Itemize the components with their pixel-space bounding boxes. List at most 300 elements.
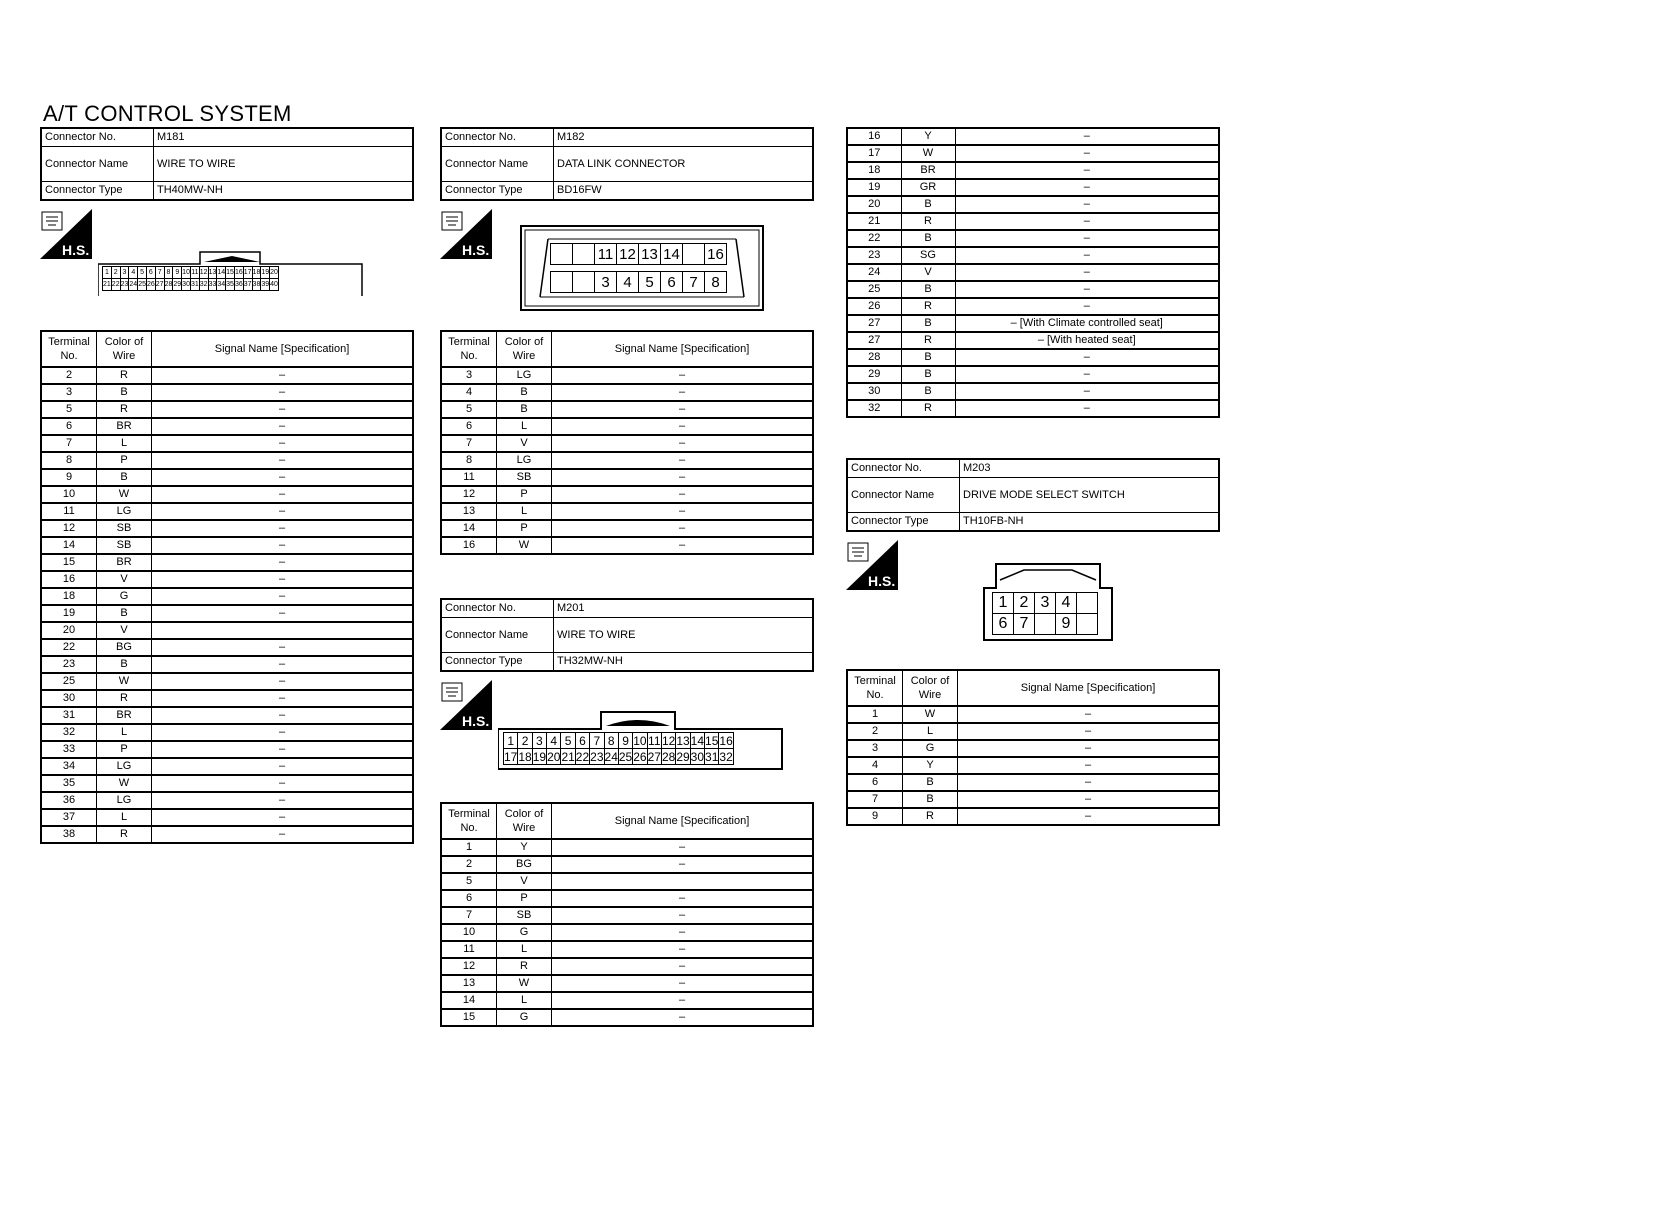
signal-name-cell: – [958,791,1220,808]
terminal-no-cell: 25 [847,281,901,298]
terminal-no-cell: 14 [41,537,97,554]
connector-type-value: TH40MW-NH [154,182,414,201]
connector-no-value: M182 [554,128,814,147]
table-row [847,706,1219,723]
terminal-no-cell: 20 [847,196,901,213]
signal-name-cell: – [552,486,814,503]
pin-cell: 25 [618,749,633,764]
table-row [41,792,413,809]
table-row [41,486,413,503]
terminal-table-m181 [40,330,414,844]
signal-name-cell: – [552,907,814,924]
signal-name-cell: – [152,792,414,809]
terminal-no-cell: 4 [441,384,497,401]
terminal-no-cell: 23 [41,656,97,673]
table-row [847,366,1219,383]
wire-color-cell: R [901,213,955,230]
wire-color-cell: W [497,537,552,554]
pin-cell: 15 [705,733,719,748]
pin-cell: 29 [173,279,182,291]
terminal-no-cell: 19 [41,605,97,622]
pin-cell: 8 [705,272,727,293]
hs-label: H.S. [462,713,490,729]
terminal-no-cell: 7 [441,907,497,924]
signal-name-cell: – [955,230,1219,247]
table-row [41,537,413,554]
pin-cell: 27 [647,749,661,764]
table-row [41,758,413,775]
terminal-no-cell: 21 [847,213,901,230]
wire-color-cell: LG [97,758,152,775]
pin-cell: 5 [561,733,575,749]
table-row [441,941,813,958]
table-row [847,400,1219,417]
wire-color-cell: B [97,656,152,673]
pin-cell: 6 [661,272,683,293]
signal-name-cell: – [152,775,414,792]
hs-label: H.S. [868,573,896,589]
header-terminal-no: Terminal No. [441,331,497,367]
connector-m201-continued [846,127,1220,418]
pin-cell: 31 [705,749,719,764]
terminal-no-cell: 18 [41,588,97,605]
signal-name-cell: – [152,537,414,554]
terminal-no-cell: 32 [847,400,901,417]
pin-cell: 2 [1014,593,1035,614]
table-row [441,975,813,992]
connector-type-value: TH32MW-NH [554,653,814,672]
table-row [847,145,1219,162]
wire-color-cell: B [903,774,958,791]
signal-name-cell: – [152,401,414,418]
terminal-table-m182 [440,330,814,555]
terminal-no-cell: 12 [441,486,497,503]
table-row [441,418,813,435]
pin-cell [1035,614,1056,635]
connector-face-m182 [520,225,764,311]
wire-color-cell: R [97,690,152,707]
table-row [41,775,413,792]
signal-name-cell: – [958,808,1220,825]
terminal-no-cell: 34 [41,758,97,775]
terminal-no-cell: 16 [41,571,97,588]
terminal-no-cell: 16 [847,128,901,145]
wire-color-cell: R [903,808,958,825]
pin-cell: 11 [648,733,661,748]
table-row [847,723,1219,740]
pin-cell: 3 [120,267,129,279]
terminal-no-cell: 6 [41,418,97,435]
terminal-no-cell: 6 [847,774,903,791]
pin-cell: 9 [618,733,632,749]
terminal-no-cell: 26 [847,298,901,315]
wire-color-cell: L [97,809,152,826]
terminal-no-cell: 11 [441,469,497,486]
wire-color-cell: L [497,992,552,1009]
wire-color-cell: SB [97,520,152,537]
terminal-no-cell: 20 [41,622,97,639]
terminal-no-cell: 15 [41,554,97,571]
wire-color-cell: L [497,418,552,435]
terminal-no-cell: 11 [41,503,97,520]
signal-name-cell: – [152,588,414,605]
signal-name-cell: – [552,958,814,975]
table-row [847,774,1219,791]
label-connector-type: Connector Type [441,653,554,672]
terminal-no-cell: 7 [441,435,497,452]
header-signal-name: Signal Name [Specification] [552,331,814,367]
pin-cell: 23 [590,749,604,764]
pin-cell: 16 [705,244,727,265]
signal-name-cell: – [955,247,1219,264]
signal-name-cell: – [955,162,1219,179]
signal-name-cell: – [552,469,814,486]
signal-name-cell: – [152,503,414,520]
pin-cell: 13 [208,267,217,279]
table-row [441,384,813,401]
pin-cell: 38 [252,279,261,291]
pin-cell: 35 [226,279,235,291]
pin-cell [683,244,705,265]
pin-cell: 10 [633,733,647,748]
wire-color-cell: B [497,384,552,401]
connector-no-value: M201 [554,599,814,618]
table-row [41,656,413,673]
signal-name-cell: – [958,723,1220,740]
signal-name-cell: – [152,418,414,435]
label-connector-name: Connector Name [441,618,554,653]
terminal-table-m201 [440,802,814,1027]
signal-name-cell: – [552,975,814,992]
wire-color-cell: R [497,958,552,975]
terminal-no-cell: 3 [41,384,97,401]
pin-cell: 37 [243,279,252,291]
wire-color-cell: LG [97,792,152,809]
pin-cell [1077,614,1098,635]
wire-color-cell: W [901,145,955,162]
terminal-no-cell: 7 [41,435,97,452]
table-row [441,839,813,856]
table-row [41,622,413,639]
connector-no-value: M181 [154,128,414,147]
signal-name-cell: – [152,571,414,588]
pin-cell: 6 [575,733,589,749]
wire-color-cell: B [497,401,552,418]
table-row [41,367,413,384]
pin-cell: 26 [633,749,647,764]
label-connector-name: Connector Name [441,147,554,182]
pin-cell: 1 [504,733,518,749]
wire-color-cell: SB [97,537,152,554]
table-row [41,741,413,758]
table-row [847,383,1219,400]
table-row [847,196,1219,213]
hs-label: H.S. [62,242,90,258]
pin-cell: 11 [595,244,617,265]
pin-cell: 19 [532,749,547,764]
table-row [41,588,413,605]
pin-cell: 15 [226,267,235,279]
terminal-table-m203 [846,669,1220,826]
connector-name-value: DATA LINK CONNECTOR [554,147,814,182]
wire-color-cell: R [97,826,152,843]
pin-cell: 1 [993,593,1014,614]
pin-cell: 13 [639,244,661,265]
terminal-table-m201-cont [846,127,1220,418]
signal-name-cell: – [With Climate controlled seat] [955,315,1219,332]
wire-color-cell: L [497,503,552,520]
pin-cell: 39 [261,279,270,291]
pin-cell: 3 [1035,593,1056,614]
signal-name-cell: – [152,707,414,724]
pin-cell: 28 [661,749,676,764]
wire-color-cell: P [97,452,152,469]
signal-name-cell: – [552,992,814,1009]
wire-color-cell: P [97,741,152,758]
terminal-no-cell: 3 [847,740,903,757]
wire-color-cell: R [97,367,152,384]
signal-name-cell: – [955,145,1219,162]
table-row [41,639,413,656]
signal-name-cell: – [152,639,414,656]
pin-cell: 20 [547,749,561,764]
pin-grid [550,243,727,293]
pin-cell [1077,593,1098,614]
table-row [441,520,813,537]
pin-cell: 30 [182,279,191,291]
pin-cell: 4 [617,272,639,293]
connector-name-value: WIRE TO WIRE [554,618,814,653]
signal-name-cell: – [552,856,814,873]
wire-color-cell: B [901,315,955,332]
label-connector-type: Connector Type [847,513,960,532]
wire-color-cell: B [903,791,958,808]
wire-color-cell: Y [903,757,958,774]
terminal-no-cell: 13 [441,975,497,992]
signal-name-cell: – [955,281,1219,298]
signal-name-cell: – [152,554,414,571]
terminal-no-cell: 22 [41,639,97,656]
wire-color-cell: GR [901,179,955,196]
wire-color-cell: LG [497,452,552,469]
signal-name-cell: – [955,383,1219,400]
connector-no-value: M203 [960,459,1220,478]
table-row [41,826,413,843]
table-row [441,435,813,452]
connector-m203 [846,458,1220,826]
signal-name-cell: – [552,520,814,537]
table-row [441,907,813,924]
wire-color-cell: P [497,890,552,907]
table-row [847,281,1219,298]
wire-color-cell: L [97,435,152,452]
connector-m201 [440,598,814,1027]
wire-color-cell: Y [497,839,552,856]
table-row [847,230,1219,247]
terminal-no-cell: 2 [847,723,903,740]
signal-name-cell: – [552,384,814,401]
wire-color-cell: W [97,673,152,690]
pin-cell: 25 [138,279,147,291]
signal-name-cell: – [152,724,414,741]
signal-name-cell: – [152,673,414,690]
pin-cell: 36 [234,279,243,291]
harness-side-icon [440,680,492,730]
pin-cell: 9 [173,267,182,279]
label-connector-no: Connector No. [847,459,960,478]
terminal-no-cell: 27 [847,332,901,349]
connector-name-value: DRIVE MODE SELECT SWITCH [960,478,1220,513]
pin-cell: 26 [146,279,155,291]
signal-name-cell: – [With heated seat] [955,332,1219,349]
header-signal-name: Signal Name [Specification] [958,670,1220,706]
pin-cell: 2 [518,733,532,749]
wire-color-cell: W [97,486,152,503]
terminal-no-cell: 5 [441,401,497,418]
header-terminal-no: Terminal No. [441,803,497,839]
terminal-no-cell: 3 [441,367,497,384]
pin-cell: 34 [217,279,226,291]
signal-name-cell: – [552,503,814,520]
wire-color-cell: B [901,383,955,400]
signal-name-cell: – [955,349,1219,366]
signal-name-cell: – [152,384,414,401]
signal-name-cell: – [552,367,814,384]
wire-color-cell: SG [901,247,955,264]
label-connector-no: Connector No. [441,599,554,618]
table-row [41,673,413,690]
wire-color-cell: G [497,924,552,941]
table-row [41,520,413,537]
pin-cell: 16 [719,733,733,748]
pin-cell: 10 [182,267,191,279]
terminal-no-cell: 17 [847,145,901,162]
pin-cell [551,272,573,293]
label-connector-name: Connector Name [41,147,154,182]
table-row [847,298,1219,315]
table-row [41,469,413,486]
pin-cell: 17 [504,749,518,764]
table-row [441,1009,813,1026]
terminal-no-cell: 23 [847,247,901,264]
wire-color-cell: R [901,400,955,417]
table-row [847,213,1219,230]
wire-color-cell: B [97,605,152,622]
pin-cell: 7 [590,733,604,749]
wire-color-cell: L [497,941,552,958]
table-row [847,162,1219,179]
signal-name-cell: – [552,890,814,907]
signal-name-cell: – [958,757,1220,774]
signal-name-cell: – [152,826,414,843]
connector-info-table [40,127,414,201]
terminal-no-cell: 8 [41,452,97,469]
table-row [41,605,413,622]
terminal-no-cell: 5 [441,873,497,890]
table-row [41,503,413,520]
table-row [441,452,813,469]
signal-name-cell: – [152,367,414,384]
pin-cell: 12 [199,267,208,279]
pin-cell [551,244,573,265]
wire-color-cell: V [901,264,955,281]
wire-color-cell: B [97,469,152,486]
header-terminal-no: Terminal No. [41,331,97,367]
connector-info-table [846,458,1220,532]
pin-cell: 22 [111,279,120,291]
signal-name-cell: – [152,741,414,758]
terminal-no-cell: 14 [441,992,497,1009]
terminal-no-cell: 12 [441,958,497,975]
signal-name-cell: – [955,298,1219,315]
wire-color-cell: LG [97,503,152,520]
signal-name-cell: – [152,435,414,452]
table-row [41,418,413,435]
table-row [41,809,413,826]
terminal-no-cell: 10 [441,924,497,941]
pin-cell [573,244,595,265]
pin-grid [102,266,279,291]
signal-name-cell: – [552,924,814,941]
pin-cell: 20 [270,267,279,279]
signal-name-cell: – [955,366,1219,383]
pin-cell: 1 [103,267,112,279]
signal-name-cell: – [955,264,1219,281]
signal-name-cell: – [152,758,414,775]
pin-cell: 12 [617,244,639,265]
wire-color-cell: BR [97,418,152,435]
table-row [847,349,1219,366]
harness-side-icon [40,209,92,259]
signal-name-cell: – [552,1009,814,1026]
pin-cell: 12 [661,733,676,748]
pin-cell: 21 [103,279,112,291]
pin-grid [992,592,1098,635]
signal-name-cell: – [152,452,414,469]
terminal-no-cell: 38 [41,826,97,843]
wire-color-cell: LG [497,367,552,384]
table-row [41,401,413,418]
terminal-no-cell: 5 [41,401,97,418]
signal-name-cell: – [152,486,414,503]
signal-name-cell: – [152,656,414,673]
terminal-no-cell: 1 [441,839,497,856]
terminal-no-cell: 6 [441,418,497,435]
pin-cell: 32 [719,749,733,764]
signal-name-cell: – [955,179,1219,196]
pin-cell: 5 [639,272,661,293]
table-row [41,435,413,452]
pin-cell: 8 [604,733,618,749]
terminal-no-cell: 32 [41,724,97,741]
signal-name-cell [152,622,414,639]
terminal-no-cell: 22 [847,230,901,247]
wire-color-cell: BR [97,707,152,724]
pin-cell: 19 [261,267,270,279]
wire-color-cell: P [497,486,552,503]
pin-cell: 13 [676,733,690,748]
terminal-no-cell: 35 [41,775,97,792]
table-row [41,724,413,741]
wire-color-cell: V [97,622,152,639]
terminal-no-cell: 25 [41,673,97,690]
terminal-no-cell: 9 [847,808,903,825]
pin-cell: 6 [993,614,1014,635]
header-color-of-wire: Color of Wire [903,670,958,706]
wire-color-cell: V [497,873,552,890]
pin-cell: 16 [234,267,243,279]
table-row [441,367,813,384]
